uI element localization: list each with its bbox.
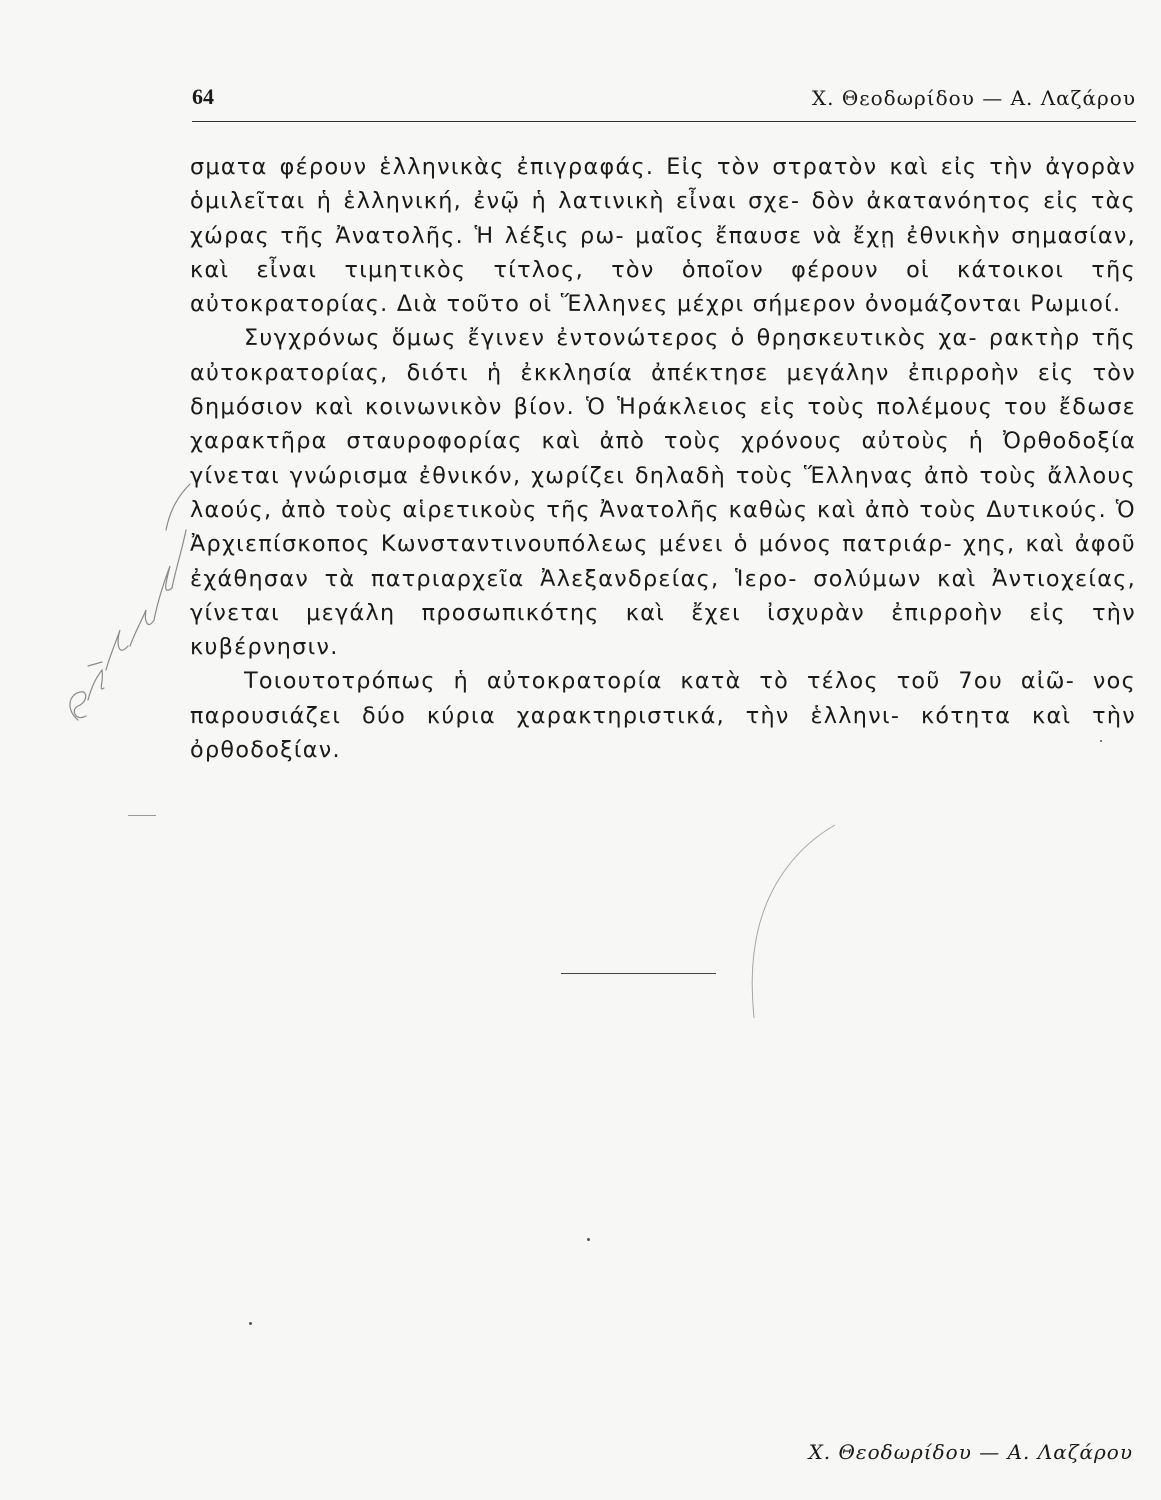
text-line: δὸν ἀκατανόητος εἰς τὰς χώρας τῆς Ἀνατολῆς. Ἡ λέξις ρω-	[190, 188, 1136, 249]
text-line: ἐπιρροὴν εἰς τὸν δημόσιον καὶ κοινωνικὸν βίον. Ὁ Ἡράκλειος	[190, 359, 1136, 421]
text-line: ἔχει ἰσχυρὰν ἐπιρροὴν εἰς τὴν κυβέρνησιν.	[190, 599, 1136, 661]
text-line: Ὁ Ἀρχιεπίσκοπος Κωνσταντινουπόλεως μένει ὁ μόνος πατριάρ-	[190, 496, 1136, 558]
pencil-margin-note	[58, 470, 198, 750]
text-line: χης, καὶ ἀφοῦ ἐχάθησαν τὰ πατριαρχεῖα Ἀλεξανδρείας, Ἱερο-	[190, 531, 1136, 592]
running-head: Χ. Θεοδωρίδου — Α. Λαζάρου	[811, 86, 1136, 110]
pencil-stroke	[740, 820, 850, 1020]
text-line: εἰς τοὺς πολέμους του ἔδωσε χαρακτῆρα σταυροφορίας καὶ ἀπὸ	[190, 394, 1136, 455]
header-rule	[192, 121, 1136, 122]
text-line: Τοιουτοτρόπως ἡ αὐτοκρατορία κατὰ τὸ τέλος τοῦ 7ου αἰῶ-	[244, 668, 1093, 695]
text-line: ρακτὴρ τῆς αὐτοκρατορίας, διότι ἡ ἐκκλησία ἀπέκτησε μεγάλην	[190, 325, 1137, 386]
section-end-rule	[561, 973, 716, 974]
body-text	[190, 150, 1136, 767]
footer-author: Χ. Θεοδωρίδου — Α. Λαζάρου	[808, 1440, 1133, 1464]
ink-speck	[249, 1322, 252, 1325]
ink-speck	[587, 1238, 590, 1241]
paragraph-1	[190, 150, 1136, 321]
text-line: τοὺς αἱρετικοὺς τῆς Ἀνατολῆς καθὼς καὶ ἀπὸ τοὺς Δυτικούς.	[335, 496, 1116, 523]
text-line: σολύμων καὶ Ἀντιοχείας, γίνεται μεγάλη προσωπικότης καὶ	[190, 565, 1137, 626]
paragraph-3	[190, 664, 1136, 767]
text-line: Συγχρόνως ὅμως ἔγινεν ἐντονώτερος ὁ θρησκευτικὸς χα-	[244, 325, 989, 352]
page-header	[192, 84, 1136, 116]
text-line: νος παρουσιάζει δύο κύρια χαρακτηριστικά, τὴν ἑλληνι-	[190, 668, 1136, 729]
text-line: κότητα καὶ τὴν ὀρθοδοξίαν.	[190, 702, 1137, 764]
text-line: μαῖος ἔπαυσε νὰ ἔχῃ ἐθνικὴν σημασίαν, καὶ εἶναι τιμητικὸς	[190, 222, 1136, 283]
text-line: σματα φέρουν ἑλληνικὰς ἐπιγραφάς. Εἰς τὸν στρατὸν καὶ	[190, 154, 941, 180]
text-line: τοὺς χρόνους αὐτοὺς ἡ Ὀρθοδοξία γίνεται γνώρισμα ἐθνικόν,	[190, 428, 1136, 489]
margin-dash	[128, 815, 156, 816]
text-line: χωρίζει δηλαδὴ τοὺς Ἕλληνας ἀπὸ τοὺς ἄλλους λαούς, ἀπὸ	[190, 462, 1136, 523]
ink-speck	[1100, 740, 1102, 742]
page-number: 64	[192, 84, 214, 109]
text-line: τίτλος, τὸν ὁποῖον φέρουν οἱ κάτοικοι τῆς αὐτοκρατορίας. Διὰ	[190, 256, 1136, 318]
paragraph-2	[190, 321, 1136, 664]
text-line: τοῦτο οἱ Ἕλληνες μέχρι σήμερον ὀνομάζονται Ρωμιοί.	[446, 291, 1122, 318]
text-line: εἰς τὴν ἀγορὰν ὁμιλεῖται ἡ ἑλληνική, ἐνῷ ἡ λατινικὴ εἶναι σχε-	[190, 154, 1136, 215]
